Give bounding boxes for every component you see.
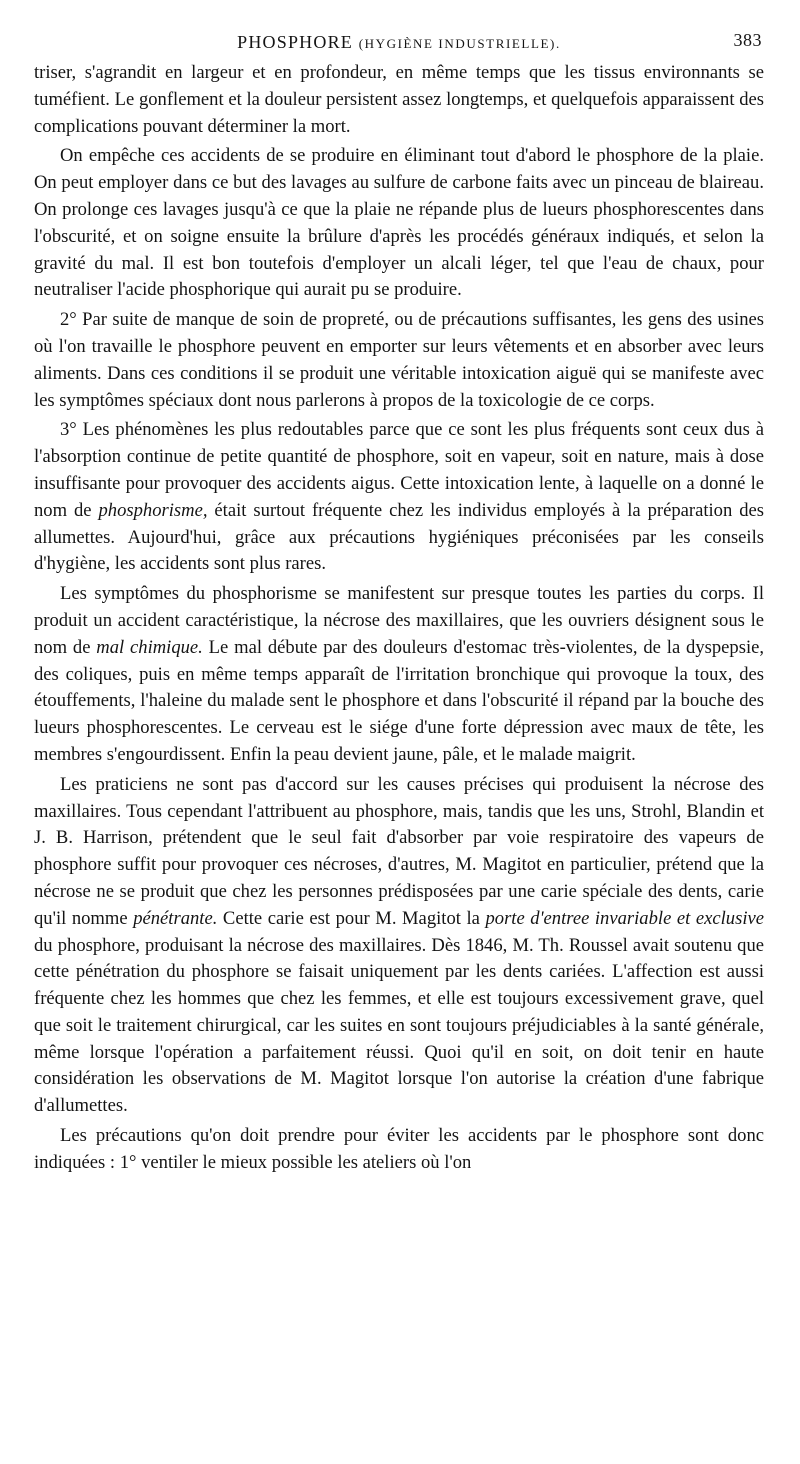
- paragraph-text: du phosphore, produisant la nécrose des maxillaires. Dès 1846, M. Th. Roussel avait soutenu que cette pénétration du phosphore se faisait uniquement par les dents cariées. L'affection est aussi fréquente chez les hommes que chez les femmes, et elle est toujours excessivement grave, quel que soit le traitement chirurgical, car les suites en sont toujours préjudiciables à la santé générale, même lorsque l'opération a parfaitement réussi. Quoi qu'il en soit, on doit tenir en haute considération les observations de M. Magitot lorsque l'on autorise la création d'une fabrique d'allumettes.: [34, 934, 764, 1117]
- paragraph-text: Cette carie est pour M. Magitot la: [217, 907, 486, 929]
- paragraph-text: Les praticiens ne sont pas d'accord sur les causes précises qui produisent la nécrose des maxillaires. Tous cependant l'attribuent au phosphore, mais, tandis que les uns, Strohl, Blandin et J. B. Harrison, prétendent que le seul fait d'absorber par voie respiratoire des vapeurs de phosphore suffit pour provoquer ces nécroses, d'autres, M. Magitot en particulier, prétend que la nécrose ne se produit que chez les personnes prédisposées par une carie spéciale des dents, carie qu'il nomme: [34, 773, 764, 929]
- emphasis-term: phosphorisme,: [98, 499, 208, 521]
- running-title: [34, 32, 764, 53]
- paragraph-phosphorism: [34, 417, 764, 578]
- page-number: 383: [733, 30, 762, 50]
- paragraph-text: Les symptômes du phosphorisme se manifestent sur presque toutes les parties du corps. Il produit un accident caractéristique, la nécrose des maxillaires, que les ouvriers désignent sous le nom de: [34, 583, 764, 658]
- paragraph-precautions: Les précautions qu'on doit prendre pour éviter les accidents par le phosphore sont donc indiquées : 1° ventiler le mieux possible les ateliers où l'on: [34, 1125, 764, 1173]
- paragraph-continued: triser, s'agrandit en largeur et en profondeur, en même temps que les tissus environnants se tuméfient. Le gonflement et la douleur persistent assez longtemps, et quelquefois apparaissent des complications pouvant déterminer la mort.: [34, 62, 764, 137]
- paragraph-text: Le mal débute par des douleurs d'estomac très-violentes, de la dyspepsie, des coliques, puis en même temps apparaît de l'irritation bronchique qui provoque la toux, des étouffements, l'haleine du malade sent le phosphore et dans l'obscurité il répand par la bouche des lueurs phosphorescentes. Le cerveau est le siége d'une forte dépression avec maux de tête, les membres s'engourdissent. Enfin la peau devient jaune, pâle, et le malade maigrit.: [34, 636, 765, 765]
- paragraph-text: 3° Les phénomènes les plus redoutables parce que ce sont les plus fréquents sont ceux dus à l'absorption continue de petite quantité de phosphore, soit en vapeur, soit en nature, mais à dose insuffisante pour provoquer des accidents aigus. Cette intoxication lente, à laquelle on a donné le nom de: [34, 419, 764, 521]
- paragraph-text: était surtout fréquente chez les individus employés à la préparation des allumettes. Aujourd'hui, grâce aux précautions hygiéniques préconisées par les conseils d'hygiène, les accidents sont plus rares.: [34, 499, 765, 575]
- emphasis-term: porte d'entree invariable et exclusive: [485, 907, 764, 929]
- running-title-sub: (HYGIÈNE INDUSTRIELLE).: [358, 36, 561, 51]
- body-text: [34, 60, 764, 1177]
- emphasis-term: mal chimique.: [96, 636, 203, 658]
- paragraph-necrosis-causes: [34, 772, 764, 1120]
- book-page: [34, 26, 764, 1180]
- emphasis-term: pénétrante.: [133, 907, 218, 929]
- paragraph-symptoms: [34, 581, 764, 769]
- running-head: [34, 26, 764, 60]
- paragraph-acute-intoxication: 2° Par suite de manque de soin de propreté, ou de précautions suffisantes, les gens des usines où l'on travaille le phosphore peuvent en emporter sur leurs vêtements et en absorber avec leurs aliments. Dans ces conditions il se produit une véritable intoxication aiguë qui se manifeste avec les symptômes spéciaux dont nous parlerons à propos de la toxicologie de ce corps.: [34, 309, 764, 411]
- paragraph-wound-treatment: On empêche ces accidents de se produire en éliminant tout d'abord le phosphore de la plaie. On peut employer dans ce but des lavages au sulfure de carbone faits avec un pinceau de blaireau. On prolonge ces lavages jusqu'à ce que la plaie ne répande plus de lueurs phosphorescentes dans l'obscurité, et on soigne ensuite la brûlure d'après les procédés généraux indiqués, et selon la gravité du mal. Il est bon toutefois d'employer un alcali léger, tel que l'eau de chaux, pour neutraliser l'acide phosphorique qui aurait pu se produire.: [34, 145, 764, 301]
- running-title-main: PHOSPHORE: [237, 32, 353, 52]
